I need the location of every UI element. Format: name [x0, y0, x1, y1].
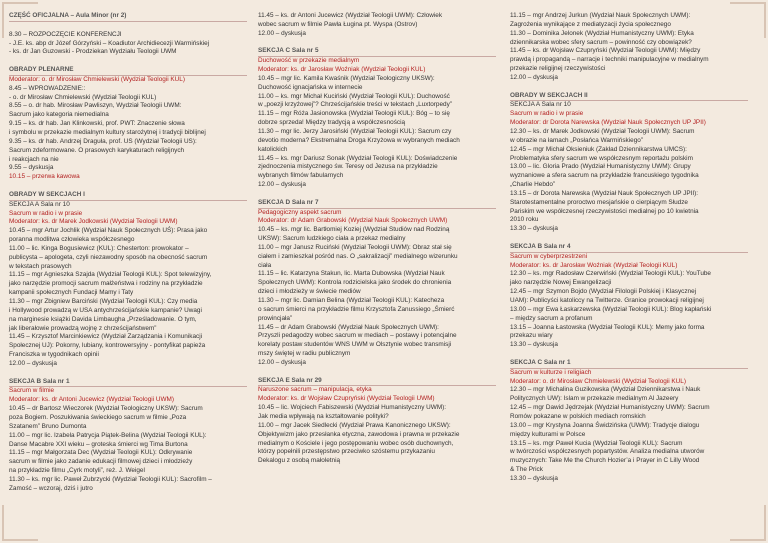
- program-line: 11.15 – mgr Małgorzata Dec (Wydział Teologii KUL): Odkrywanie: [9, 449, 193, 457]
- program-line: na przykładzie filmu „Cyrk motyli”, reż. J. Weigel: [9, 467, 145, 475]
- program-line: przekazu wiary: [510, 332, 553, 340]
- program-line: poza Bogiem. Poszukiwania świeckiego sacrum w filmie „Poza: [9, 413, 187, 421]
- program-highlight-line: Sacrum w filmie: [9, 387, 55, 395]
- program-line: 11.00 – ks. mgr Michał Kuciński (Wydział Teologii KUL): Duchowość: [258, 92, 450, 100]
- program-block: [510, 359, 762, 484]
- program-line: Społecznej UJ): Pokorny, lubiany, kontrowersyjny - pontyfikat papieża: [9, 342, 206, 350]
- program-line: 11.45 – ks. dr Wojsław Czupryński (Wydział Teologii UWM): Między: [510, 47, 701, 55]
- program-highlight-line: Sacrum w kulturze i religiach: [510, 368, 592, 376]
- program-block: [258, 47, 502, 190]
- program-line: przekazie religijnej rzeczywistości: [510, 65, 606, 73]
- program-line: 11.45 – ks. dr Antoni Jucewicz (Wydział Teologii UWM): Człowiek: [258, 12, 443, 19]
- program-line: 11.30 – ks. mgr lic. Paweł Zubrzycki (Wydział Teologii KUL): Sacrofilm –: [9, 475, 212, 483]
- program-line: i symbolu w przekazie medialnym kultury starożytnej i tradycji biblijnej: [9, 128, 206, 136]
- program-line: 9.35 – ks. dr hab. Andrzej Draguła, prof. US (Wydział Teologii US):: [9, 137, 197, 145]
- program-line: 12.00 – dyskusja: [9, 359, 57, 367]
- program-line: 11.15 – mgr Andrzej Jurkun (Wydział Nauk Społecznych UWM):: [510, 12, 691, 19]
- program-line: ciałem i zamieszkał pośród nas. O „sakralizacji” medialnego wizerunku: [258, 252, 458, 260]
- program-line: 12.00 – dyskusja: [510, 73, 558, 81]
- program-block: [9, 31, 253, 58]
- program-highlight-line: Sacrum w cyberprzestrzeni: [510, 252, 588, 260]
- program-line: wybranych filmów fabularnych: [258, 172, 344, 180]
- program-line: Romów pokazane w polskich mediach romskich: [510, 412, 646, 420]
- program-line: UKSW): Sacrum ludzkiego ciała a przekaz medialny: [258, 235, 406, 243]
- program-highlight-line: Moderator: o. dr Mirosław Chmielewski (Wydział Teologii KUL): [510, 377, 686, 385]
- program-line: kampanii społecznych Fundacji Mamy i Taty: [9, 289, 134, 297]
- program-line: 13.15 – dr Dorota Narewska (Wydział Nauk Społecznych UP JPII):: [510, 189, 699, 197]
- program-line: publicysta – apologeta, czyli niezawodny sposób na obecność sacrum: [9, 253, 208, 261]
- program-line: i Hollywood prowadzą w USA antychrześcijańskie kampanie? Uwagi: [9, 306, 202, 314]
- program-line: 13.30 – dyskusja: [510, 341, 558, 349]
- program-highlight-line: Duchowość w przekazie medialnym: [258, 57, 360, 65]
- program-line: UAM): Publicyści katoliccy na Twitterze. Granice prowokacji religijnej: [510, 297, 704, 304]
- program-line: 12.00 – dyskusja: [258, 358, 306, 366]
- program-line: 12.30 – ks. mgr Radosław Czerwiński (Wydział Teologii KUL): YouTube: [510, 270, 711, 278]
- program-line: jako narzędzie Nowej Ewangelizacji: [510, 279, 612, 287]
- section-heading: OBRADY W SEKCJACH II: [510, 92, 748, 102]
- program-line: Danse Macabre XXI wieku – groteska śmierci wg Tima Burtona: [9, 440, 188, 448]
- section-heading: SEKCJA E Sala nr 29: [258, 377, 496, 387]
- program-line: 11.00 – mgr Jacek Siedlecki (Wydział Prawa Kanonicznego UKSW):: [258, 421, 451, 429]
- program-line: wyznaniowe a sfera sacrum na przykładzie francuskiego tygodnika: [510, 172, 699, 180]
- program-line: 10.45 – ks. mgr lic. Bartłomiej Koziej (Wydział Studiów nad Rodziną: [258, 226, 450, 234]
- program-block: [9, 66, 253, 182]
- section-heading: OBRADY PLENARNE: [9, 66, 247, 76]
- program-line: - ks. dr Jan Guzowski - Prodziekan Wydziału Teologii UWM: [9, 48, 177, 56]
- program-block: [9, 12, 253, 22]
- program-line: katolickich: [258, 145, 288, 153]
- program-line: między kulturami w Polsce: [510, 430, 586, 438]
- program-line: 8.45 – WPROWADZENIE::: [9, 84, 86, 92]
- program-line: 12.45 – mgr Dawid Jędrzejak (Wydział Humanistyczny UWM): Sacrum: [510, 404, 710, 412]
- program-highlight-line: Moderator: dr Dorota Narewska (Wydział Nauk Społecznych UP JPII): [510, 119, 706, 127]
- program-block: [258, 199, 502, 368]
- program-line: w twórczości współczesnych popartystów. Analiza medialna utworów: [510, 448, 705, 456]
- column-right: [510, 12, 762, 493]
- program-line: 10.45 – mgr lic. Kamila Kwaśnik (Wydział Teologiczny UKSW):: [258, 74, 435, 82]
- program-line: o sacrum śmierci na przykładzie filmu Krzysztofa Zanussiego „Śmierć: [258, 305, 455, 313]
- program-line: 11.15 – mgr Róża Jasionowska (Wydział Teologii KUL): Bóg – to się: [258, 110, 450, 118]
- program-line: 12.30 – ks. dr Marek Jodkowski (Wydział Teologii UWM): Sacrum: [510, 127, 695, 135]
- program-line: 13.00 – mgr Ewa Łaskarzewska (Wydział Teologii KUL): Blog kapłański: [510, 305, 712, 313]
- program-line: 10.45 – dr Bartosz Wieczorek (Wydział Teologiczny UKSW): Sacrum: [9, 405, 203, 413]
- section-heading: SEKCJA D Sala nr 7: [258, 199, 496, 209]
- program-line: 13.15 – Joanna Łastowska (Wydział Teologii KUL): Memy jako forma: [510, 323, 705, 331]
- program-line: jak liberałowie prowadzą wojnę z chrześcijaństwem”: [9, 324, 157, 332]
- program-highlight-line: Moderator: dr Adam Grabowski (Wydział Nauk Społecznych UWM): [258, 217, 448, 225]
- section-heading: SEKCJA C Sala nr 1: [510, 359, 748, 369]
- program-line: jako narzędzie promocji sacrum małżeństwa i rodziny na przykładzie: [9, 280, 203, 288]
- program-line: & The Prick: [510, 466, 543, 474]
- program-line: Duchowość ignacjańska w internecie: [258, 83, 363, 91]
- program-line: - J.E. ks. abp dr Józef Górzyński – Koadiutor Archidiecezji Warmińskiej: [9, 39, 210, 47]
- program-line: mszy świętej w radiu publicznym: [258, 350, 351, 358]
- program-line: 10.45 – mgr Artur Jochlik (Wydział Nauk Społecznych UŚ): Prasa jako: [9, 227, 208, 235]
- program-line: w tekstach prasowych: [9, 262, 72, 270]
- program-line: Sacrum jako kategoria niemedialna: [9, 111, 109, 119]
- program-highlight-line: Sacrum w radio i w prasie: [9, 209, 83, 217]
- program-highlight-line: Moderator: ks. dr Antoni Jucewicz (Wydział Teologii UWM): [9, 396, 174, 404]
- program-line: w „poezji krzyżowej”? Chrześcijańskie treści w tekstach „Luxtorpedy”: [258, 101, 452, 109]
- section-heading: SEKCJA C Sala nr 5: [258, 47, 496, 57]
- program-line: Przyszli pedagodzy wobec sacrum w mediach – postawy i potencjalne: [258, 332, 457, 340]
- program-line: devotio moderna? Ekstremalna Droga Krzyżowa w wybranych mediach: [258, 136, 460, 144]
- program-line: medialnym o Kościele i jego postępowaniu wobec osób duchownych,: [258, 439, 454, 447]
- program-line: 12.45 – mgr Michał Oksieniuk (Zakład Dziennikarstwa UMCS):: [510, 145, 687, 153]
- program-highlight-line: Moderator: ks. dr Wojsław Czupryński (Wydział Teologii UWM): [258, 395, 435, 403]
- program-line: Franciszka w tygodnikach opinii: [9, 351, 99, 359]
- program-line: Dekalogu z osobą małoletnią: [258, 457, 341, 465]
- program-highlight-line: Moderator: o. dr Mirosław Chmielewski (Wydział Teologii KUL): [9, 75, 185, 83]
- program-line: Sacrum zdeformowane. O prasowych karykaturach religijnych: [9, 146, 185, 154]
- program-line: SEKCJA A Sala nr 10: [9, 200, 70, 208]
- program-line: i reakcjach na nie: [9, 155, 59, 163]
- program-line: SEKCJA A Sala nr 10: [510, 101, 571, 109]
- program-line: Pariskim we współczesnej rzeczywistości medialnej po 10 kwietnia: [510, 207, 699, 215]
- program-line: 13.00 – lic. Gloria Prado (Wydział Humanistyczny UWM): Grupy: [510, 163, 691, 171]
- program-line: którzy popełnili przestępstwo przeciwko szóstemu przykazaniu: [258, 448, 435, 456]
- program-highlight-line: Pedagogiczny aspekt sacrum: [258, 208, 342, 216]
- program-line: wobec sacrum w filmie Pawła Ługina pt. Wyspa (Ostrov): [258, 20, 418, 28]
- program-line: Szatanem” Bruno Dumonta: [9, 422, 87, 430]
- program-highlight-line: Sacrum w radio i w prasie: [510, 110, 584, 118]
- program-line: Społecznych UWM): Kontrola rodzicielska jako środek do chronienia: [258, 279, 452, 287]
- program-line: 12.45 – mgr Szymon Bojdo (Wydział Filologii Polskiej i Klasycznej: [510, 288, 697, 296]
- program-line: sacrum w filmie jako zadanie edukacji filmowej dzieci i młodzieży: [9, 458, 193, 466]
- section-heading: SEKCJA B Sala nr 4: [510, 243, 748, 253]
- program-block: [510, 92, 762, 235]
- program-line: w obrazie na łamach „Posłańca Warmińskiego”: [510, 136, 643, 144]
- program-highlight-line: Moderator: ks. dr Jarosław Woźniak (Wydział Teologii KUL): [258, 66, 426, 74]
- program-line: 13.30 – dyskusja: [510, 474, 558, 482]
- program-line: 11.15 – lic. Katarzyna Stakun, lic. Marta Dubowska (Wydział Nauk: [258, 270, 445, 278]
- program-line: 12.00 – dyskusja: [258, 29, 306, 37]
- program-highlight-line: 10.15 – przerwa kawowa: [9, 173, 80, 181]
- program-line: korelaty postaw studentów WNS UWM w Olsztynie wobec transmisji: [258, 341, 452, 349]
- program-line: 9.15 – ks. dr hab. Jan Klinkowski, prof. PWT: Znaczenie słowa: [9, 120, 185, 128]
- program-line: ciała: [258, 261, 272, 269]
- program-line: „Charlie Hebdo”: [510, 181, 556, 189]
- program-line: 9.55 – dyskusja: [9, 164, 54, 172]
- program-line: Jak media wpływają na kształtowanie polityki?: [258, 412, 389, 420]
- program-line: 11.30 – mgr lic. Jerzy Jarosiński (Wydział Teologii KUL): Sacrum czy: [258, 127, 452, 135]
- program-line: 11.45 – ks. mgr Dariusz Sonak (Wydział Teologii KUL): Doświadczenie: [258, 154, 458, 162]
- program-line: 11.00 – lic. Kinga Bogusiewicz (KUL): Chesterton: prowokator –: [9, 244, 189, 252]
- program-line: Objektywizm jako przesłanka etyczna, zawodowa i prawna w przekazie: [258, 430, 460, 438]
- program-line: dobrze sprzeda! Między tradycją a współczesnością: [258, 119, 406, 127]
- program-line: Starotestamentalne proroctwo mesjańskie o cierpiącym Słudze: [510, 198, 688, 206]
- program-block: [9, 378, 253, 494]
- program-line: 13.30 – dyskusja: [510, 225, 558, 233]
- program-line: Politycznych UW): Islam w przekazie medialnym Al Jazeery: [510, 395, 679, 403]
- frame-corner-bottom-left: [2, 505, 38, 541]
- program-line: 13.00 – mgr Krystyna Joanna Świdzińska (UWM): Tradycje dialogu: [510, 421, 700, 429]
- program-block: [258, 377, 502, 466]
- program-line: 13.15 – ks. mgr Paweł Kucia (Wydział Teologii KUL): Sacrum: [510, 439, 683, 447]
- program-line: na marginesie książki Davida Limbaugha „Prześladowanie. O tym,: [9, 315, 197, 323]
- program-line: 11.00 – mgr Janusz Ruciński (Wydział Teologii UWM): Obraz stał się: [258, 243, 452, 251]
- program-line: prowincjała”: [258, 314, 293, 322]
- program-block: [258, 12, 502, 39]
- program-line: 11.30 – Dominika Jelonek (Wydział Humanistyczny UWM): Etyka: [510, 29, 694, 37]
- program-line: Zamość – wczoraj, dziś i jutro: [9, 484, 93, 492]
- program-line: 11.45 – Krzysztof Marcinkiewicz (Wydział Zarządzania i Komunikacji: [9, 333, 203, 341]
- program-line: – między sacrum a profanum: [510, 314, 593, 322]
- section-heading: SEKCJA B Sala nr 1: [9, 378, 247, 388]
- program-line: dziennikarska wobec sfery sacrum – powinność czy obowiązek?: [510, 38, 692, 46]
- program-line: 11.45 – dr Adam Grabowski (Wydział Nauk Społecznych UWM):: [258, 323, 439, 331]
- program-highlight-line: Moderator: ks. dr Jarosław Woźniak (Wydział Teologii KUL): [510, 261, 678, 269]
- program-block: [9, 191, 253, 369]
- column-left: [9, 12, 253, 502]
- program-line: 10.45 – lic. Wojciech Fabiszewski (Wydział Humanistyczny UWM):: [258, 404, 447, 412]
- frame-corner-bottom-right: [730, 505, 766, 541]
- program-highlight-line: Naruszone sacrum – manipulacja, etyka: [258, 386, 372, 394]
- program-block: [510, 12, 762, 83]
- program-line: 12.00 – dyskusja: [258, 181, 306, 189]
- section-heading: OBRADY W SEKCJACH I: [9, 191, 247, 201]
- program-line: 2010 roku: [510, 216, 539, 224]
- program-line: Problematyka sfery sacrum we współczesnym reportażu polskim: [510, 154, 693, 162]
- program-line: Zagrożenia wynikające z mediatyzacji życia społecznego: [510, 20, 671, 28]
- program-line: dzieci i młodzieży w świecie mediów: [258, 288, 361, 296]
- program-highlight-line: Moderator: ks. dr Marek Jodkowski (Wydział Teologii UWM): [9, 218, 178, 226]
- program-line: 11.30 – mgr Zbigniew Barciński (Wydział Teologii KUL): Czy media: [9, 298, 198, 305]
- column-middle: [258, 12, 502, 475]
- program-line: 8.55 – o. dr hab. Mirosław Pawliszyn, Wydział Teologii UWM:: [9, 102, 182, 110]
- program-block: [510, 243, 762, 350]
- program-line: 12.30 – mgr Michalina Guzikowska (Wydział Dziennikarstwa i Nauk: [510, 386, 701, 394]
- program-line: prawdą i propagandą – narracje i techniki manipulacyjne w medialnym: [510, 56, 709, 64]
- program-line: - o. dr Mirosław Chmielewski (Wydział Teologii KUL): [9, 93, 157, 101]
- program-line: 11.30 – mgr lic. Damian Belina (Wydział Teologii KUL): Katecheza: [258, 297, 445, 304]
- program-line: poranna modlitwa człowieka współczesnego: [9, 236, 135, 244]
- program-line: 8.30 – ROZPOCZĘCIE KONFERENCJI: [9, 30, 122, 38]
- program-line: muzycznych: Take Me the Church Hozier’a i Prayer in C Lilly Wood: [510, 457, 700, 465]
- program-line: zjednoczenia mistycznego św. Teresy od Jezusa na przykładzie: [258, 163, 438, 171]
- program-line: 11.15 – mgr Agnieszka Szajda (Wydział Teologii KUL): Spot telewizyjny,: [9, 271, 212, 279]
- program-line: 11.00 – mgr lic. Izabela Patrycja Piątek-Belina (Wydział Teologii KUL):: [9, 431, 207, 439]
- section-heading: CZĘŚĆ OFICJALNA – Aula Minor (nr 2): [9, 12, 247, 22]
